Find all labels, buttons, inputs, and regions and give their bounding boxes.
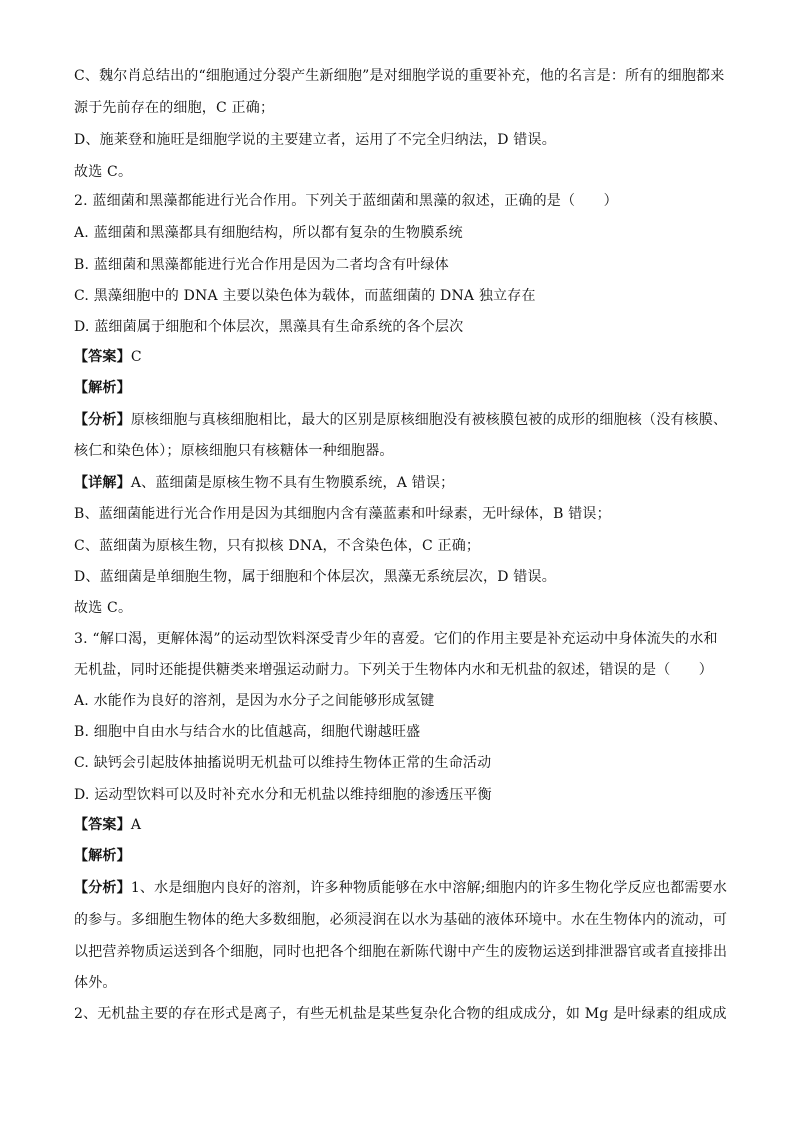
analysis-line: 【分析】原核细胞与真核细胞相比，最大的区别是原核细胞没有被核膜包被的成形的细胞核（没有核膜、 [74, 412, 728, 428]
analysis-line: 【分析】1、水是细胞内良好的溶剂，许多种物质能够在水中溶解;细胞内的许多生物化学反应也都需要水 [74, 880, 728, 896]
option-a: A. 水能作为良好的溶剂，是因为水分子之间能够形成氢键 [74, 693, 435, 709]
analysis-heading: 【解析】 [74, 380, 131, 396]
option-a: A. 蓝细菌和黑藻都具有细胞结构，所以都有复杂的生物膜系统 [74, 225, 463, 241]
text-line: 故选 C。 [74, 600, 133, 616]
text-line: 无机盐，同时还能提供糖类来增强运动耐力。下列关于生物体内水和无机盐的叙述，错误的是（ ） [74, 662, 713, 678]
text-line: D、施莱登和施旺是细胞学说的主要建立者，运用了不完全归纳法，D 错误。 [74, 132, 556, 148]
question-3-stem: 3. “解口渴，更解体渴”的运动型饮料深受青少年的喜爱。它们的作用主要是补充运动中身体流失的水和 [74, 631, 718, 647]
text-line: C、魏尔肖总结出的“细胞通过分裂产生新细胞”是对细胞学说的重要补充，他的名言是：所有的细胞都来 [74, 68, 725, 84]
question-2-stem: 2. 蓝细菌和黑藻都能进行光合作用。下列关于蓝细菌和黑藻的叙述，正确的是（ ） [74, 193, 618, 209]
option-c: C. 黑藻细胞中的 DNA 主要以染色体为载体，而蓝细菌的 DNA 独立存在 [74, 288, 536, 304]
text-line: 2、无机盐主要的存在形式是离子，有些无机盐是某些复杂化合物的组成成分，如 Mg 是叶绿素的组成成 [74, 1006, 727, 1022]
text-line: 的参与。多细胞生物体的绝大多数细胞，必须浸润在以水为基础的液体环境中。水在生物体内的流动，可 [74, 912, 728, 928]
option-b: B. 蓝细菌和黑藻都能进行光合作用是因为二者均含有叶绿体 [74, 257, 449, 273]
answer-line: 【答案】C [74, 349, 142, 365]
text-line: C、蓝细菌为原核生物，只有拟核 DNA，不含染色体，C 正确； [74, 538, 481, 554]
text-line: 核仁和染色体）；原核细胞只有核糖体一种细胞器。 [74, 443, 394, 459]
option-d: D. 运动型饮料可以及时补充水分和无机盐以维持细胞的渗透压平衡 [74, 787, 492, 803]
text-line: 源于先前存在的细胞，C 正确； [74, 100, 275, 116]
text-line: 故选 C。 [74, 164, 133, 180]
detail-line: 【详解】A、蓝细菌是原核生物不具有生物膜系统，A 错误； [74, 475, 455, 491]
answer-line: 【答案】A [74, 817, 142, 833]
option-b: B. 细胞中自由水与结合水的比值越高，细胞代谢越旺盛 [74, 724, 421, 740]
option-c: C. 缺钙会引起肢体抽搐说明无机盐可以维持生物体正常的生命活动 [74, 755, 492, 771]
option-d: D. 蓝细菌属于细胞和个体层次，黑藻具有生命系统的各个层次 [74, 319, 464, 335]
analysis-heading: 【解析】 [74, 848, 131, 864]
text-line: 以把营养物质运送到各个细胞，同时也把各个细胞在新陈代谢中产生的废物运送到排泄器官或者直接排出 [74, 944, 728, 960]
text-line: 体外。 [74, 975, 117, 991]
text-line: D、蓝细菌是单细胞生物，属于细胞和个体层次，黑藻无系统层次，D 错误。 [74, 569, 556, 585]
text-line: B、蓝细菌能进行光合作用是因为其细胞内含有藻蓝素和叶绿素，无叶绿体，B 错误； [74, 506, 611, 522]
